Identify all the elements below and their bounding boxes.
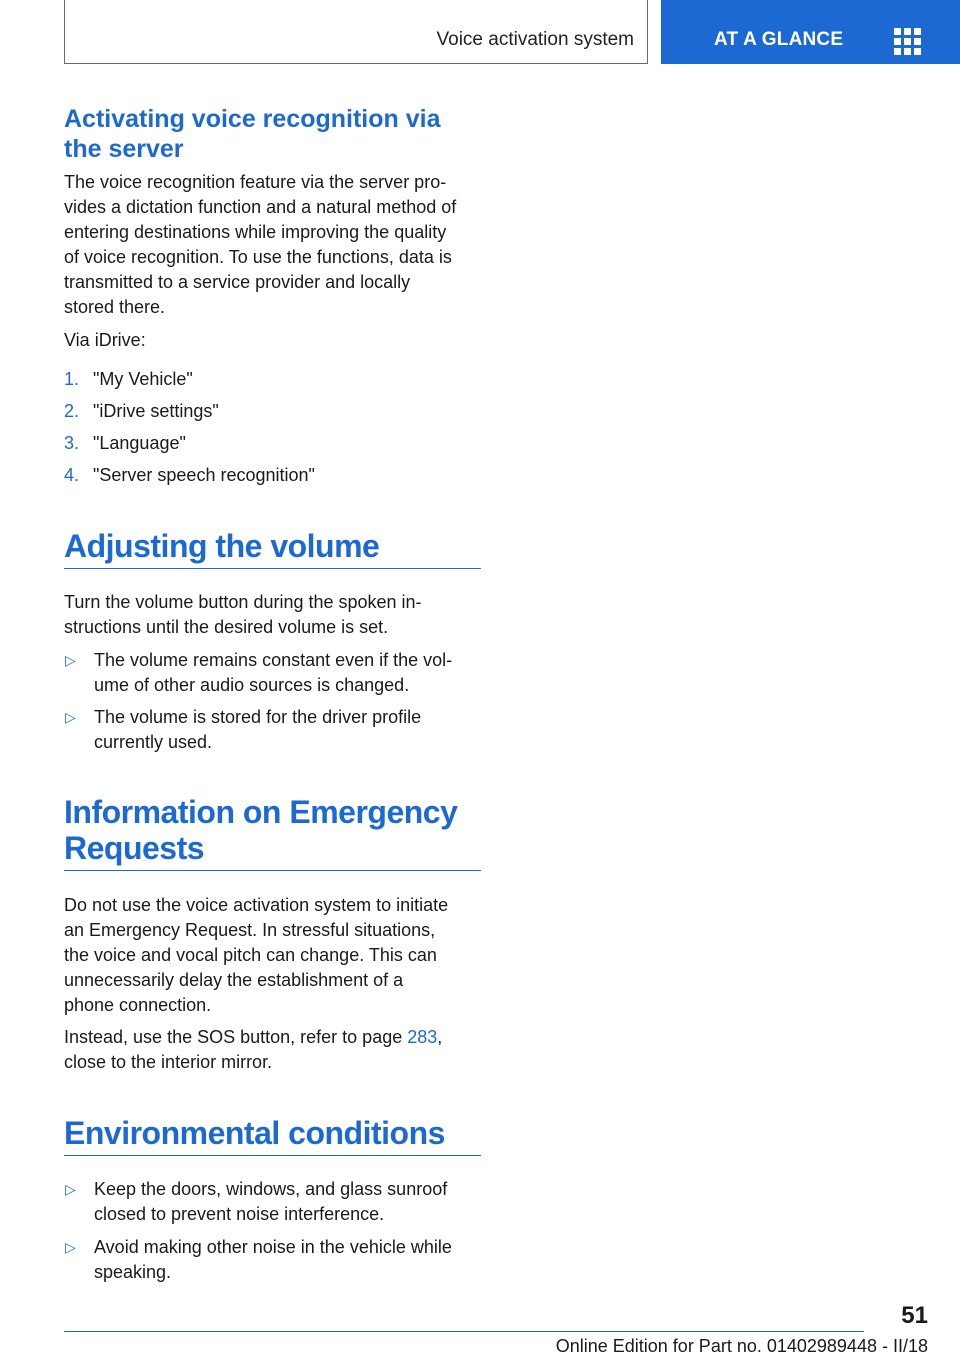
paragraph-sos: Instead, use the SOS button, refer to page 283, close to the interior mirror. xyxy=(64,1027,443,1072)
paragraph-volume: Turn the volume button during the spoken in- structions until the desired volume is set. xyxy=(64,592,422,637)
paragraph-emergency: Do not use the voice activation system to initiate an Emergency Request. In stressful situations, the voice and vocal pitch can change. This can unnecessarily delay the establishment of a phone connection. xyxy=(64,895,449,1015)
running-title: Voice activation system xyxy=(436,29,634,50)
grid-icon xyxy=(894,28,922,54)
heading-adjusting-volume: Adjusting the volume xyxy=(64,528,380,564)
heading-environmental-conditions: Environmental conditions xyxy=(64,1115,445,1151)
section-label: AT A GLANCE xyxy=(714,29,844,50)
triangle-bullet-icon: ▷ xyxy=(65,652,76,668)
triangle-bullet-icon: ▷ xyxy=(65,1239,76,1255)
footer-rule xyxy=(64,1331,864,1332)
section-tab[interactable] xyxy=(661,0,960,64)
paragraph-voice-recognition: The voice recognition feature via the server pro- vides a dictation function and a natural method of entering destinations while improving the quality of voice recognition. To use the functions, data is transmitted to a service provider and locally stored there. xyxy=(64,172,457,317)
triangle-bullet-icon: ▷ xyxy=(65,709,76,725)
edition-footer: Online Edition for Part no. 01402989448 - II/18 xyxy=(555,1336,928,1356)
page-number: 51 xyxy=(901,1302,928,1329)
heading-rule xyxy=(64,870,481,871)
bullet-item: ▷ The volume remains constant even if the vol- ume of other audio sources is changed. xyxy=(65,650,453,695)
page-reference-link[interactable]: 283 xyxy=(407,1027,438,1047)
heading-rule xyxy=(64,568,481,569)
bullet-item: ▷ Keep the doors, windows, and glass sunroof closed to prevent noise interference. xyxy=(65,1179,448,1224)
triangle-bullet-icon: ▷ xyxy=(65,1181,76,1197)
bullet-item: ▷ Avoid making other noise in the vehicle while speaking. xyxy=(65,1237,452,1282)
heading-voice-recognition-server: Activating voice recognition via the server xyxy=(64,105,441,163)
bullet-item: ▷ The volume is stored for the driver profile currently used. xyxy=(65,707,422,752)
via-idrive-label: Via iDrive: xyxy=(64,330,146,350)
heading-rule xyxy=(64,1155,481,1156)
heading-emergency-requests: Information on Emergency Requests xyxy=(64,794,458,866)
header-title-box xyxy=(64,0,648,64)
